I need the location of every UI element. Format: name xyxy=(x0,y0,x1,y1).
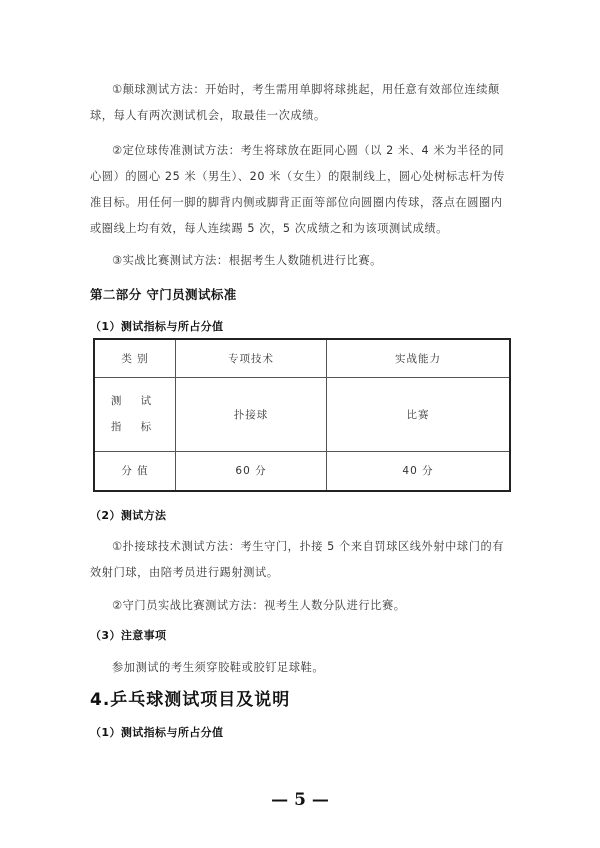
indicator-label-cell xyxy=(94,377,176,451)
goalkeeper-section-heading: 第二部分 守门员测试标准 xyxy=(90,287,237,302)
indicator-match-cell: 比赛 xyxy=(327,377,511,451)
indicator-label-line-2: 指 标 xyxy=(110,421,160,433)
header-match-cell: 实战能力 xyxy=(327,339,511,377)
indicator-technique-cell: 扑接球 xyxy=(176,377,327,451)
table-row-indicators xyxy=(94,377,510,451)
table-header-row xyxy=(94,339,510,377)
header-category-cell: 类 别 xyxy=(94,339,176,377)
notes-paragraph: 参加测试的考生须穿胶鞋或胶钉足球鞋。 xyxy=(112,661,325,674)
score-technique-cell: 60 分 xyxy=(176,451,327,491)
page-number: — 5 — xyxy=(271,790,329,810)
gk-save-method-paragraph: ①扑接球技术测试方法：考生守门，扑接 5 个来自罚球区线外射中球门的有效射门球，由陪考员进行踢射测试。 xyxy=(90,540,505,579)
score-match-cell: 40 分 xyxy=(327,451,511,491)
table-row-score xyxy=(94,451,510,491)
table-tennis-section-heading: 4.乒乓球测试项目及说明 xyxy=(90,690,291,710)
gk-match-method-paragraph: ②守门员实战比赛测试方法：视考生人数分队进行比赛。 xyxy=(112,599,406,612)
gk-indicators-subheading: （1）测试指标与所占分值 xyxy=(90,320,224,333)
indicator-label-line-1: 测 试 xyxy=(110,395,160,407)
match-method-paragraph: ③实战比赛测试方法：根据考生人数随机进行比赛。 xyxy=(112,254,382,267)
table-tennis-indicators-subheading: （1）测试指标与所占分值 xyxy=(90,726,224,739)
juggling-method-paragraph: ①颠球测试方法：开始时，考生需用单脚将球挑起，用任意有效部位连续颠球，每人有两次测试机会，取最佳一次成绩。 xyxy=(90,83,500,122)
notes-subheading: （3）注意事项 xyxy=(90,629,167,642)
pass-accuracy-method-paragraph: ②定位球传准测试方法：考生将球放在距同心圆（以 2 米、4 米为半径的同心圆）的圆心 25 米（男生）、20 米（女生）的限制线上，圆心处树标志杆为传准目标。用任何一脚的脚背内侧或脚背正面等部位向圆圈内传球，落点在圆圈内或圈线上均有效，每人连续踢 5 次，5 次成绩之和为该项测试成绩。 xyxy=(90,144,505,235)
goalkeeper-score-table xyxy=(93,338,511,492)
gk-methods-subheading: （2）测试方法 xyxy=(90,509,167,522)
header-technique-cell: 专项技术 xyxy=(176,339,327,377)
score-label-cell: 分 值 xyxy=(94,451,176,491)
